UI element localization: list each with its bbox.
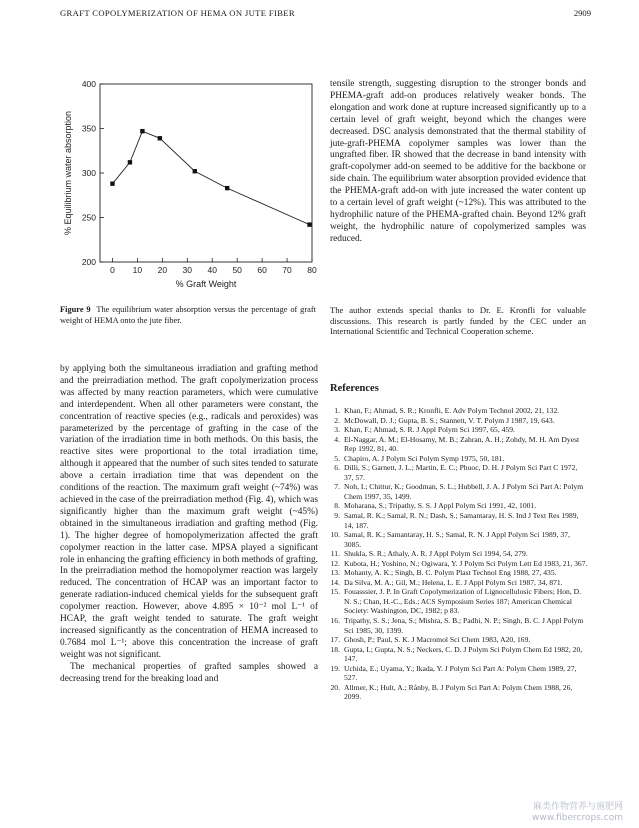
- x-tick-label: 80: [307, 265, 317, 275]
- reference-item: [330, 559, 588, 569]
- reference-item: [330, 645, 588, 664]
- reference-item: [330, 482, 588, 501]
- reference-number: 8.: [334, 501, 340, 511]
- watermark-line: 麻类作物营养与施肥网: [532, 802, 623, 812]
- reference-text: Khan, F.; Ahmad, S. R.; Kronfli, E. Adv Polym Technol 2002, 21, 132.: [344, 406, 560, 415]
- references-heading: References: [330, 383, 379, 394]
- y-axis-label: % Equilibrium water absorption: [63, 110, 73, 236]
- reference-item: [330, 549, 588, 559]
- x-tick-label: 0: [110, 265, 115, 275]
- reference-text: Dilli, S.; Garnett, J. L.; Martin, E. C.; Phuoc, D. H. J Polym Sci Part C 1972, 37, 57.: [344, 463, 578, 482]
- reference-item: [330, 406, 588, 416]
- x-tick-label: 50: [232, 265, 242, 275]
- watermark-url: www.fibercrops.com: [532, 813, 623, 823]
- reference-number: 16.: [330, 616, 340, 626]
- caption-label: Figure 9: [60, 305, 91, 314]
- reference-number: 7.: [334, 482, 340, 492]
- running-header: [60, 8, 591, 22]
- reference-number: 4.: [334, 434, 340, 444]
- reference-text: Noh, I.; Chittur, K.; Goodman, S. L.; Hubbell, J. A. J Polym Sci Part A: Polym Chem 1997, 35, 1499.: [344, 482, 584, 501]
- reference-item: [330, 425, 588, 435]
- acknowledgment-text: The author extends special thanks to Dr. E. Kronfli for valuable discussions. This research is partly funded by the CEC under an International Scientific and Technical Cooperation scheme.: [330, 305, 586, 337]
- reference-text: Uchida, E.; Uyama, Y.; Ikada, Y. J Polym Sci Part A: Polym Chem 1989, 27, 527.: [344, 663, 577, 683]
- reference-number: 17.: [330, 635, 340, 645]
- x-axis-label: % Graft Weight: [175, 279, 237, 289]
- reference-text: Shukla, S. R.; Athaly, A. R. J Appl Polym Sci 1994, 54, 279.: [344, 549, 528, 559]
- caption-text: The equilibrium water absorption versus the percentage of graft weight of HEMA onto the jute fiber.: [60, 305, 316, 325]
- body-paragraph: tensile strength, suggesting disruption to the stronger bonds and PHEMA-graft add-on produces relatively weaker bonds. The elongation and work done at rupture increased significantly up to a certain level of graft weight, beyond which the changes were decreased. DSC analysis demonstrated that the thermal stability of jute-graft-PHEMA copolymer samples was lower than the ungrafted fiber. IR showed that the decrease in band intensity with graft-copolymer add-on seemed to be additive for the backbone or side chain. The equilibrium water absorption provided evidence that the PHEMA-graft add-on with jute increased the water content up to a certain level of graft weight (~12%). This was attributed to the hydrophilic nature of the PHEMA-grafted chain. Beyond 12% graft weight, the hydrophilic nature of copolymerized samples was reduced.: [330, 79, 586, 244]
- reference-item: [330, 683, 588, 702]
- y-tick-label: 350: [81, 123, 96, 134]
- reference-item: [330, 578, 588, 588]
- reference-text: Kubota, H.; Yoshino, N.; Ogiwara, Y. J Polym Sci Polym Lett Ed 1983, 21, 367.: [344, 558, 588, 568]
- x-tick-label: 40: [207, 265, 217, 275]
- running-title: GRAFT COPOLYMERIZATION OF HEMA ON JUTE FIBER: [60, 8, 295, 18]
- reference-number: 13.: [330, 568, 340, 578]
- reference-item: [330, 501, 588, 511]
- reference-text: Fouasssier, J. P. In Graft Copolymerization of Lignocellulosic Fibers; Hon, D. N. S.; Chan, H.-C., Eds.; ACS Symposium Series 187; American Chemical Society: Washington, DC, 1982; p 83.: [344, 587, 581, 616]
- left-column: [60, 364, 318, 685]
- reference-item: [330, 416, 588, 426]
- reference-item: [330, 616, 588, 635]
- acknowledgment: [330, 305, 586, 337]
- body-paragraph: The mechanical properties of grafted samples showed a decreasing trend for the breaking load and: [60, 661, 318, 684]
- water-absorption-chart: [60, 72, 322, 300]
- reference-number: 11.: [330, 549, 340, 559]
- series-line: [112, 131, 309, 224]
- reference-number: 15.: [330, 587, 340, 597]
- x-tick-label: 30: [182, 265, 193, 275]
- reference-text: Tripathy, S. S.; Jena, S.; Mishra, S. B.; Padhi, N. P.; Singh, B. C. J Appl Polym Sci 1985, 30, 1399.: [344, 616, 584, 635]
- data-point: [225, 186, 229, 190]
- reference-text: El-Naggar, A. M.; El-Hosamy, M. B.; Zahran, A. H.; Zohdy, M. H. Am Dyest Rep 1992, 81, 40.: [344, 434, 580, 454]
- plot-frame: [100, 84, 312, 262]
- watermark: [532, 802, 623, 824]
- reference-text: Samal, R. K.; Samal, R. N.; Dash, S.; Samantaray, H. S. Ind J Text Res 1989, 14, 187.: [344, 511, 579, 530]
- y-tick-label: 400: [81, 79, 96, 89]
- x-tick-label: 10: [132, 265, 143, 275]
- page-number: 2909: [573, 8, 591, 18]
- reference-number: 19.: [330, 663, 340, 673]
- reference-item: [330, 530, 588, 549]
- reference-item: [330, 587, 588, 616]
- data-point: [110, 181, 114, 185]
- reference-text: Chapiro, A. J Polym Sci Polym Symp 1975, 50, 181.: [344, 453, 505, 463]
- data-point: [307, 222, 311, 226]
- reference-item: [330, 454, 588, 464]
- reference-list: [330, 406, 588, 702]
- reference-item: [330, 664, 588, 683]
- x-tick-label: 60: [257, 265, 267, 275]
- reference-number: 3.: [334, 425, 340, 435]
- reference-number: 20.: [330, 682, 340, 692]
- y-tick-label: 250: [81, 212, 96, 223]
- reference-item: [330, 435, 588, 454]
- reference-text: Khan, F.; Ahmad, S. R. J Appl Polym Sci 1997, 65, 459.: [344, 425, 515, 435]
- body-paragraph: by applying both the simultaneous irradiation and grafting method and the preirradiation method. The graft copolymerization process was affected by many reaction parameters, which were cumulative and interdependent. When all other parameters were constant, the concentration of reactive species (e.g., radicals and peroxides) was parameterized by the percentage of grafting in the case of the variation of the irradiation time in both methods. On this basis, the reactive sites were proportional to the total irradiation time, although it appeared that the number of such sites tended to saturate above a certain irradiation time that was dependent on the conditions of the reaction. The maximum graft weight (~74%) was achieved in the case of the preirradiation method (Fig. 4), which was significantly higher than the maximum graft weight (~45%) obtained in the simultaneous irradiation and grafting method (Fig. 1). The higher degree of homopolymerization affected the graft copolymer reaction in the latter case. MPSA played a significant role in enhancing the grafting efficiency in both methods of grafting. In the preirradiation method the homopolymer reaction was largely reduced. The concentration of HCAP was an important factor to generate radiation-induced chemical yields for the subsequent graft copolymer reaction. However, above 4.895 × 10⁻² mol L⁻¹ of HCAP, the graft weight tended to saturate. The graft weight increased significantly as the concentration of HEMA increased to 0.7684 mol L⁻¹; above this concentration the increase of graft weight was not significant.: [60, 364, 318, 660]
- reference-number: 12.: [330, 558, 340, 568]
- reference-number: 5.: [334, 453, 340, 463]
- data-point: [193, 169, 197, 173]
- reference-item: [330, 635, 588, 645]
- figure-caption: [60, 305, 316, 326]
- reference-text: Samal, R. K.; Samantaray, H. S.; Samal, R. N. J Appl Polym Sci 1989, 37, 3085.: [344, 530, 570, 549]
- data-point: [140, 129, 144, 133]
- x-tick-label: 70: [282, 265, 292, 275]
- reference-text: Allmer, K.; Hult, A.; Rånby, B. J Polym Sci Part A: Polym Chem 1988, 26, 2099.: [344, 682, 573, 702]
- reference-text: Gupta, I.; Gupta, N. S.; Neckers, C. D. J Polym Sci Polym Chem Ed 1982, 20, 147.: [344, 644, 583, 664]
- x-tick-label: 20: [157, 265, 168, 275]
- reference-number: 18.: [330, 644, 340, 654]
- reference-item: [330, 463, 588, 482]
- reference-text: Da Silva, M. A.; Gil, M.; Helena, L. E. J Appl Polym Sci 1987, 34, 871.: [344, 577, 563, 587]
- reference-item: [330, 568, 588, 578]
- reference-text: Ghosh, P.; Paul, S. K. J Macromol Sci Chem 1983, A20, 169.: [344, 635, 531, 645]
- reference-number: 6.: [334, 463, 340, 473]
- data-point: [128, 160, 132, 164]
- reference-number: 2.: [334, 415, 340, 425]
- reference-text: Moharana, S.; Tripathy, S. S. J Appl Polym Sci 1991, 42, 1001.: [344, 501, 537, 511]
- right-column: [330, 79, 586, 246]
- y-tick-label: 200: [81, 257, 96, 267]
- reference-text: McDowall, D. J.; Gupta, B. S.; Stannett, V. T. Polym J 1987, 19, 643.: [344, 415, 555, 425]
- reference-number: 10.: [330, 530, 340, 540]
- reference-number: 9.: [334, 511, 340, 521]
- data-point: [158, 136, 162, 140]
- figure-9-chart: [60, 72, 322, 300]
- reference-number: 1.: [334, 406, 340, 415]
- reference-number: 14.: [330, 577, 340, 587]
- reference-text: Mohanty, A. K.; Singh, B. C. Polym Plast Technol Eng 1988, 27, 435.: [344, 568, 557, 578]
- y-tick-label: 300: [81, 168, 96, 178]
- reference-item: [330, 511, 588, 530]
